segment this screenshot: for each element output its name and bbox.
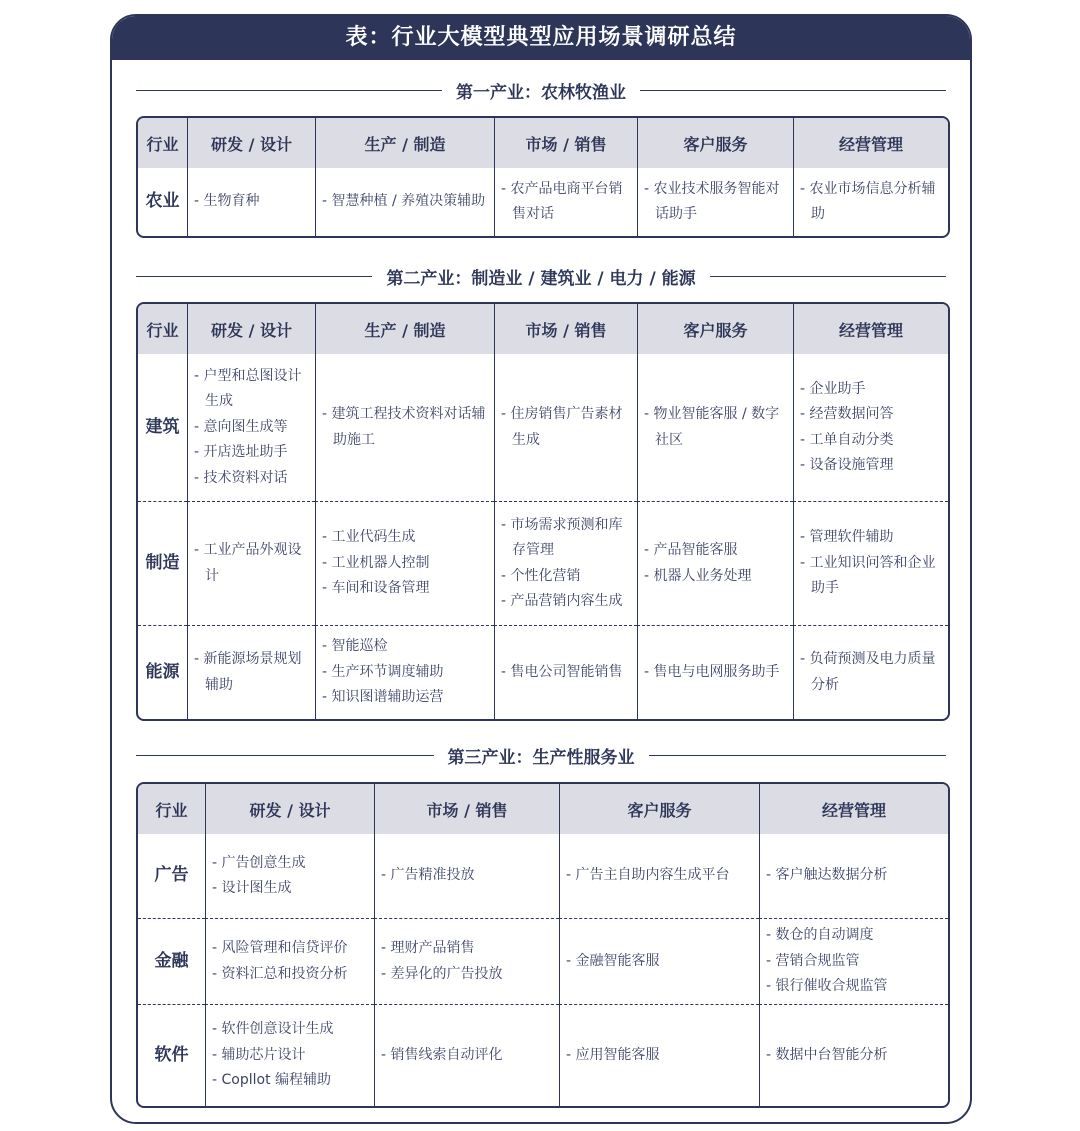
bullet-item: - 广告主自助内容生成平台: [566, 867, 730, 884]
bullet-item: - 负荷预测及电力质量分析: [800, 651, 936, 693]
table-cell: [759, 918, 948, 1004]
column-header: 生产 / 制造: [315, 118, 494, 168]
table-cell: [793, 501, 948, 625]
bullet-item: - 广告精准投放: [381, 867, 475, 884]
table-cell: [793, 625, 948, 719]
summary-card: [110, 14, 972, 1124]
bullet-item: - 农产品电商平台销售对话: [501, 180, 623, 222]
table-row: [138, 501, 948, 625]
bullet-item: - 管理软件辅助: [800, 529, 894, 546]
column-header: 研发 / 设计: [187, 304, 315, 354]
bullet-item: - 工业产品外观设计: [194, 542, 302, 584]
table-cell: [637, 625, 793, 719]
bullet-item: - 个性化营销: [501, 567, 581, 584]
table-cell: [315, 168, 494, 236]
bullet-item: - 开店选址助手: [194, 444, 288, 461]
industry-label: 能源: [138, 625, 187, 719]
table-cell: [494, 625, 637, 719]
bullet-item: - 销售线索自动评化: [381, 1046, 503, 1063]
column-header: 客户服务: [637, 304, 793, 354]
bullet-item: - 工业知识问答和企业助手: [800, 554, 936, 597]
bullet-item: - 售电与电网服务助手: [644, 663, 780, 680]
bullet-item: - 建筑工程技术资料对话辅助施工: [322, 406, 486, 448]
column-header: 生产 / 制造: [315, 304, 494, 354]
table-row: [138, 625, 948, 719]
column-header: 市场 / 销售: [374, 784, 559, 834]
column-header: 经营管理: [793, 118, 948, 168]
tertiary-industry-table: [136, 782, 950, 1108]
bullet-item: - 工业机器人控制: [322, 554, 430, 571]
bullet-item: - 产品智能客服: [644, 542, 738, 558]
bullet-item: - 新能源场景规划辅助: [194, 651, 302, 693]
table-cell: [637, 354, 793, 501]
bullet-item: - 营销合规监管: [766, 952, 860, 969]
table-cell: [374, 834, 559, 918]
column-header: 研发 / 设计: [187, 118, 315, 168]
bullet-item: - 户型和总图设计生成: [194, 367, 302, 410]
bullet-item: - 设备设施管理: [800, 457, 894, 473]
table-cell: [205, 1004, 374, 1106]
industry-label: 软件: [138, 1004, 205, 1106]
divider: [710, 276, 946, 277]
bullet-item: - 车间和设备管理: [322, 580, 430, 597]
table-cell: [494, 354, 637, 501]
bullet-item: - 广告创意生成: [212, 854, 306, 871]
bullet-item: - 数仓的自动调度: [766, 927, 874, 944]
table-row: [138, 354, 948, 501]
column-header: 市场 / 销售: [494, 118, 637, 168]
bullet-item: - 意向图生成等: [194, 418, 288, 435]
industry-label: 金融: [138, 918, 205, 1004]
table-row: [138, 834, 948, 918]
bullet-item: - 资料汇总和投资分析: [212, 965, 348, 982]
column-header: 经营管理: [759, 784, 948, 834]
bullet-item: - 农业技术服务智能对话助手: [644, 180, 780, 222]
table-row: [138, 168, 948, 236]
bullet-item: - 智慧种植 / 养殖决策辅助: [322, 193, 486, 210]
bullet-item: - 经营数据问答: [800, 406, 894, 422]
bullet-item: - 辅助芯片设计: [212, 1046, 306, 1063]
table-cell: [374, 1004, 559, 1106]
column-header: 研发 / 设计: [205, 784, 374, 834]
table-cell: [494, 168, 637, 236]
industry-label: 制造: [138, 501, 187, 625]
divider: [136, 276, 372, 277]
divider: [649, 755, 947, 756]
table-cell: [559, 1004, 759, 1106]
industry-label: 广告: [154, 865, 189, 886]
section-title-tertiary: 第三产业：生产性服务业: [136, 744, 946, 766]
bullet-item: - 知识图谱辅助运营: [322, 689, 444, 706]
primary-industry-table: [136, 116, 950, 238]
bullet-item: - 理财产品销售: [381, 940, 475, 956]
table-row: [138, 918, 948, 1004]
divider: [136, 755, 434, 756]
bullet-item: - 风险管理和信贷评价: [212, 940, 348, 956]
bullet-item: - 设计图生成: [212, 880, 292, 896]
table-cell: [315, 354, 494, 501]
column-header: 客户服务: [559, 784, 759, 834]
page-title: 表：行业大模型典型应用场景调研总结: [112, 16, 970, 60]
bullet-item: - 生产环节调度辅助: [322, 663, 444, 680]
column-header: 行业: [138, 304, 187, 354]
bullet-item: - 住房销售广告素材生成: [501, 406, 623, 448]
table-cell: [187, 168, 315, 236]
column-header: 经营管理: [793, 304, 948, 354]
bullet-item: - 市场需求预测和库存管理: [501, 516, 623, 558]
bullet-item: - 生物育种: [194, 193, 260, 210]
bullet-item: - 工业代码生成: [322, 529, 416, 546]
bullet-item: - 工单自动分类: [800, 431, 894, 448]
bullet-item: - 产品营销内容生成: [501, 593, 623, 609]
bullet-item: - 差异化的广告投放: [381, 965, 503, 982]
table-cell: [793, 168, 948, 236]
bullet-item: - 企业助手: [800, 380, 866, 397]
table-cell: [559, 918, 759, 1004]
column-header: 市场 / 销售: [494, 304, 637, 354]
column-header: 行业: [138, 118, 187, 168]
table-cell: [315, 625, 494, 719]
bullet-item: - 智能巡检: [322, 638, 388, 655]
bullet-item: - 应用智能客服: [566, 1046, 660, 1063]
table-cell: [637, 501, 793, 625]
bullet-item: - 售电公司智能销售: [501, 663, 623, 680]
column-header: 客户服务: [637, 118, 793, 168]
bullet-item: - 农业市场信息分析辅助: [800, 180, 936, 222]
divider: [136, 90, 442, 91]
secondary-industry-table: [136, 302, 950, 721]
table-cell: [494, 501, 637, 625]
table-row: [138, 1004, 948, 1106]
bullet-item: - 机器人业务处理: [644, 567, 752, 584]
table-cell: [187, 501, 315, 625]
table-cell: [205, 918, 374, 1004]
table-cell: [793, 354, 948, 501]
bullet-item: - 物业智能客服 / 数字社区: [644, 406, 780, 448]
bullet-item: - Copllot 编程辅助: [212, 1072, 332, 1089]
industry-label: 农业: [145, 191, 180, 212]
table-cell: [637, 168, 793, 236]
bullet-item: - 银行催收合规监管: [766, 978, 888, 995]
table-cell: [315, 501, 494, 625]
table-cell: [205, 834, 374, 918]
table-cell: [187, 625, 315, 719]
bullet-item: - 数据中台智能分析: [766, 1046, 888, 1063]
industry-label: 建筑: [145, 416, 180, 437]
table-cell: [759, 834, 948, 918]
table-cell: [559, 834, 759, 918]
table-cell: [187, 354, 315, 501]
table-cell: [759, 1004, 948, 1106]
bullet-item: - 软件创意设计生成: [212, 1021, 334, 1038]
bullet-item: - 技术资料对话: [194, 469, 288, 486]
bullet-item: - 金融智能客服: [566, 952, 660, 969]
section-title-secondary: 第二产业：制造业 / 建筑业 / 电力 / 能源: [136, 265, 946, 287]
section-title-primary: 第一产业：农林牧渔业: [136, 79, 946, 101]
bullet-item: - 客户触达数据分析: [766, 867, 888, 884]
column-header: 行业: [138, 784, 205, 834]
divider: [640, 90, 946, 91]
table-cell: [374, 918, 559, 1004]
